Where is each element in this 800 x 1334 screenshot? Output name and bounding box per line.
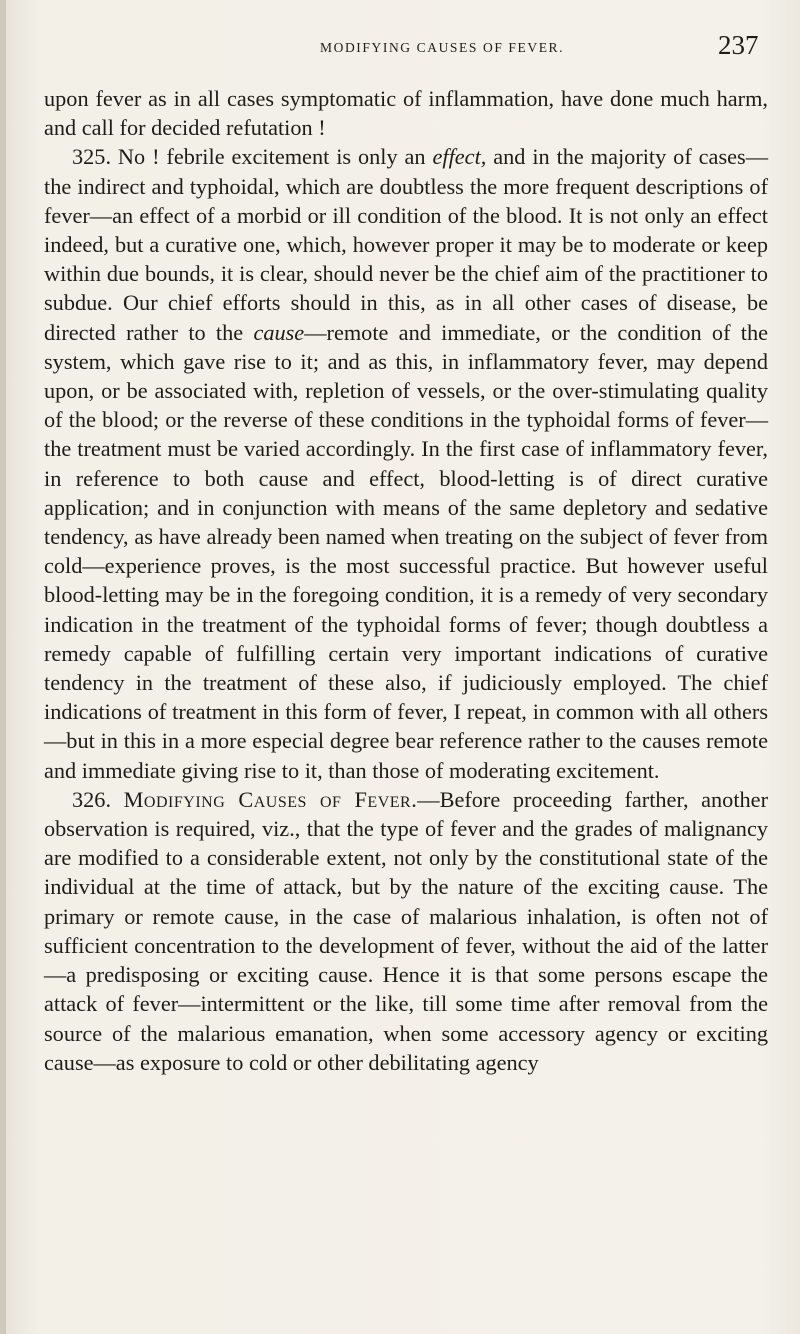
paragraph-326 [44,785,768,1077]
body-text [44,84,768,1077]
paragraph-326-text: —Before proceeding farther, another observation is required, viz., that the type of fever and the grades of malignancy are modified to a considerable extent, not only by the constitutional state of the individual at the time of attack, but by the nature of the exciting cause. The primary or remote cause, in the case of malarious inhalation, is often not of sufficient concentration to the development of fever, without the aid of the latter—a predisposing or exciting cause. Hence it is that some persons escape the attack of fever—intermittent or the like, till some time after removal from the source of the malarious emanation, when some accessory agency or exciting cause—as exposure to cold or other debilitating agency [44,786,768,1075]
section-heading: Modifying Causes of Fever. [123,786,418,812]
running-head: MODIFYING CAUSES OF FEVER. [320,40,565,55]
emphasis-effect: effect, [432,144,487,170]
paragraph-325-part-c: —remote and immediate, or the condition of the system, which gave rise to it; and as this, in inflammatory fever, may depend upon, or be associated with, repletion of vessels, or the over-stimulating quality of the blood; or the reverse of these conditions in the typhoidal forms of fever—the treatment must be varied accordingly. In the first case of inflammatory fever, in reference to both cause and effect, blood-letting is of direct curative application; and in conjunction with means of the same depletory and sedative tendency, as have already been named when treating on the subject of fever from cold—experience proves, is the most successful practice. But however useful blood-letting may be in the foregoing condition, it is a remedy of very secondary indication in the treatment of the typhoidal forms of fever; though doubtless a remedy capable of fulfilling certain very important indications of curative tendency in the treatment of these also, if judiciously employed. The chief indications of treatment in this form of fever, I repeat, in common with all others—but in this in a more especial degree bear reference rather to the causes remote and immediate giving rise to it, than those of moderating excitement. [44,319,768,783]
page-number: 237 [718,30,759,60]
paragraph-325-part-a: 325. No ! febrile excitement is only an [72,144,433,170]
page-edge [0,0,6,1334]
paragraph-326-number: 326. [72,786,124,812]
paragraph-continuation: upon fever as in all cases symptomatic of inflammation, have done much harm, and call for decided refutation ! [44,86,768,141]
paragraph-325 [44,142,768,784]
paragraph-325-part-b: and in the majority of cases—the indirect and typhoidal, which are doubtless the more frequent descriptions of fever—an effect of a morbid or ill condition of the blood. It is not only an effect indeed, but a curative one, which, however proper it may be to moderate or keep within due bounds, it is clear, should never be the chief aim of the practitioner to subdue. Our chief efforts should in this, as in all other cases of disease, be directed rather to the [44,144,769,345]
emphasis-cause: cause [253,319,305,345]
page-header [0,30,800,74]
